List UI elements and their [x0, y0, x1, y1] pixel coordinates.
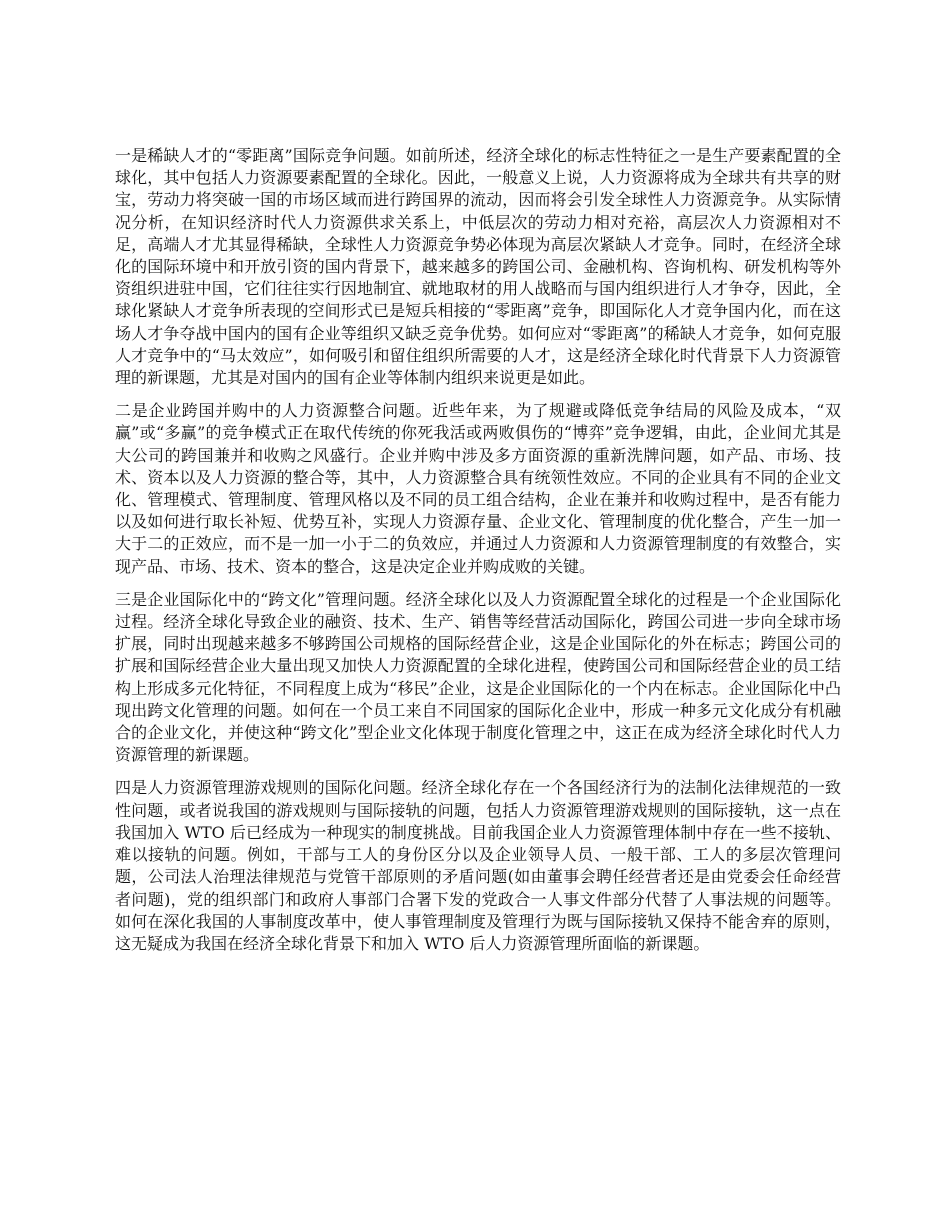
paragraph-cross-cultural: 三是企业国际化中的“跨文化”管理问题。经济全球化以及人力资源配置全球化的过程是一个企业国际化过程。经济全球化导致企业的融资、技术、生产、销售等经营活动国际化，跨国公司进一步向全球市场扩展，同时出现越来越多不够跨国公司规格的国际经营企业，这是企业国际化的外在标志；跨国公司的扩展和国际经营企业大量出现又加快人力资源配置的全球化进程，使跨国公司和国际经营企业的员工结构上形成多元化特征，不同程度上成为“移民”企业，这是企业国际化的一个内在标志。企业国际化中凸现出跨文化管理的问题。如何在一个员工来自不同国家的国际化企业中，形成一种多元文化成分有机融合的企业文化，并使这种“跨文化”型企业文化体现于制度化管理之中，这正在成为经济全球化时代人力资源管理的新课题。	[115, 589, 841, 765]
paragraph-rules-internationalization: 四是人力资源管理游戏规则的国际化问题。经济全球化存在一个各国经济行为的法制化法律规范的一致性问题，或者说我国的游戏规则与国际接轨的问题，包括人力资源管理游戏规则的国际接轨，这一点在我国加入 WTO 后已经成为一种现实的制度挑战。目前我国企业人力资源管理体制中存在一些不接轨、难以接轨的问题。例如，干部与工人的身份区分以及企业领导人员、一般干部、工人的多层次管理问题，公司法人治理法律规范与党管干部原则的矛盾问题(如由董事会聘任经营者还是由党委会任命经营者问题)，党的组织部门和政府人事部门合署下发的党政合一人事文件部分代替了人事法规的问题等。如何在深化我国的人事制度改革中，使人事管理制度及管理行为既与国际接轨又保持不能舍弃的原则，这无疑成为我国在经济全球化背景下和加入 WTO 后人力资源管理所面临的新课题。	[115, 778, 841, 953]
paragraph-merger-integration: 二是企业跨国并购中的人力资源整合问题。近些年来，为了规避或降低竞争结局的风险及成本，“双赢”或“多赢”的竞争模式正在取代传统的你死我活或两败俱伤的“博弈”竞争逻辑，由此，企业间尤其是大公司的跨国兼并和收购之风盛行。企业并购中涉及多方面资源的重新洗牌问题，如产品、市场、技术、资本以及人力资源的整合等，其中，人力资源整合具有统领性效应。不同的企业具有不同的企业文化、管理模式、管理制度、管理风格以及不同的员工组合结构，企业在兼并和收购过程中，是否有能力以及如何进行取长补短、优势互补，实现人力资源存量、企业文化、管理制度的优化整合，产生一加一大于二的正效应，而不是一加一小于二的负效应，并通过人力资源和人力资源管理制度的有效整合，实现产品、市场、技术、资本的整合，这是决定企业并购成败的关键。	[115, 401, 841, 576]
paragraph-talent-competition: 一是稀缺人才的“零距离”国际竞争问题。如前所述，经济全球化的标志性特征之一是生产要素配置的全球化，其中包括人力资源要素配置的全球化。因此，一般意义上说，人力资源将成为全球共有共享的财宝，劳动力将突破一国的市场区域而进行跨国界的流动，因而将会引发全球性人力资源竞争。从实际情况分析，在知识经济时代人力资源供求关系上，中低层次的劳动力相对充裕，高层次人力资源相对不足，高端人才尤其显得稀缺，全球性人力资源竞争势必体现为高层次紧缺人才竞争。同时，在经济全球化的国际环境中和开放引资的国内背景下，越来越多的跨国公司、金融机构、咨询机构、研发机构等外资组织进驻中国，它们往往实行因地制宜、就地取材的用人战略而与国内组织进行人才争夺，因此，全球化紧缺人才竞争所表现的空间形式已是短兵相接的“零距离”竞争，即国际化人才竞争国内化，而在这场人才争夺战中国内的国有企业等组织又缺乏竞争优势。如何应对“零距离”的稀缺人才竞争，如何克服人才竞争中的“马太效应”，如何吸引和留住组织所需要的人才，这是经济全球化时代背景下人力资源管理的新课题，尤其是对国内的国有企业等体制内组织来说更是如此。	[115, 146, 841, 388]
document-body	[115, 145, 841, 966]
